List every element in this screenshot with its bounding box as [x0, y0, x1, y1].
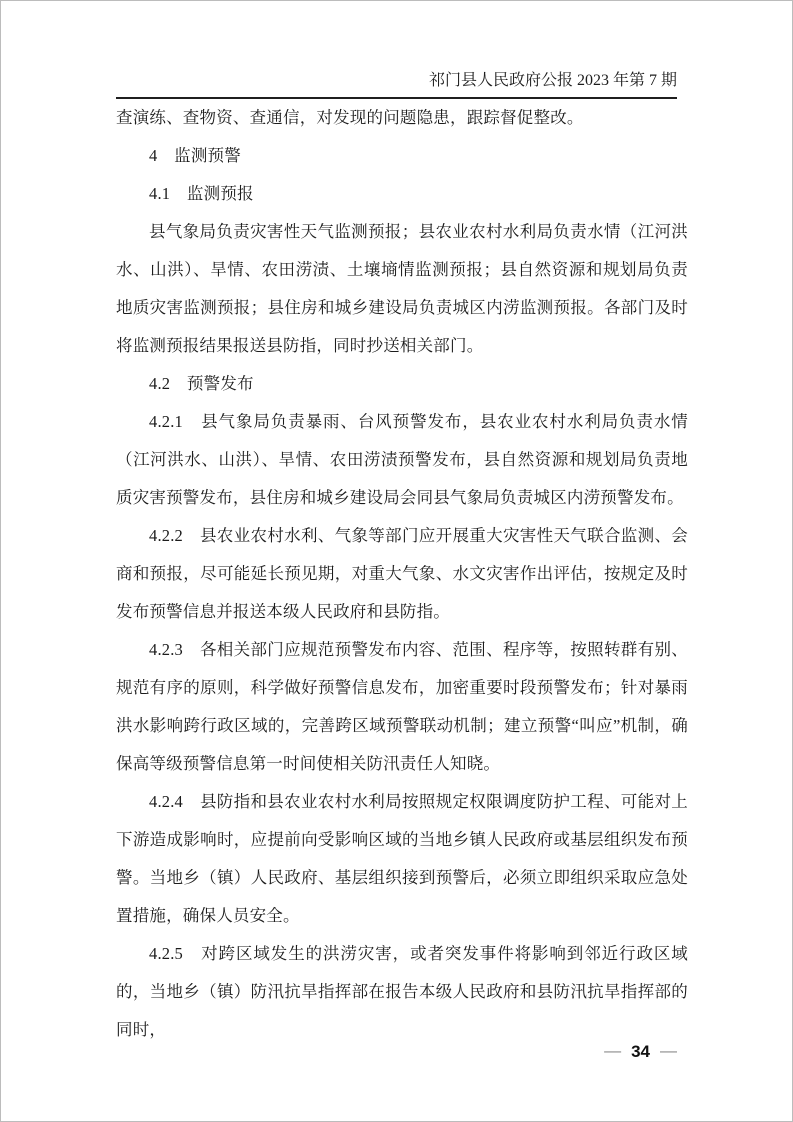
paragraph: 查演练、查物资、查通信，对发现的问题隐患，跟踪督促整改。	[116, 108, 584, 127]
footer-left-dash: —	[604, 1041, 622, 1060]
paragraph: 4 监测预警	[149, 146, 241, 165]
paragraph: 4.2 预警发布	[149, 374, 254, 393]
paragraph: 4.2.4 县防指和县农业农村水利局按照规定权限调度防护工程、可能对上下游造成影响时，应提前向受影响区域的当地乡镇人民政府或基层组织发布预警。当地乡（镇）人民政府、基层组织接到预警后，必须立即组织采取应急处置措施，确保人员安全。	[116, 792, 688, 925]
paragraph: 4.2.5 对跨区域发生的洪涝灾害，或者突发事件将影响到邻近行政区域的，当地乡（镇）防汛抗旱指挥部在报告本级人民政府和县防汛抗旱指挥部的同时，	[116, 944, 688, 1039]
document-body	[116, 99, 688, 1049]
paragraph: 4.2.3 各相关部门应规范预警发布内容、范围、程序等，按照转群有别、规范有序的原则，科学做好预警信息发布，加密重要时段预警发布；针对暴雨洪水影响跨行政区域的，完善跨区域预警联动机制；建立预警“叫应”机制，确保高等级预警信息第一时间使相关防汛责任人知晓。	[116, 640, 688, 773]
page-header	[116, 71, 677, 99]
paragraph: 4.1 监测预报	[149, 184, 254, 203]
page-number: 34	[631, 1042, 650, 1061]
paragraph: 4.2.1 县气象局负责暴雨、台风预警发布，县农业农村水利局负责水情（江河洪水、山洪）、旱情、农田涝渍预警发布，县自然资源和规划局负责地质灾害预警发布，县住房和城乡建设局会同县气象局负责城区内涝预警发布。	[116, 412, 688, 507]
gazette-title: 祁门县人民政府公报 2023 年第 7 期	[428, 72, 677, 89]
page-footer	[1, 1039, 677, 1065]
footer-right-dash: —	[660, 1041, 677, 1060]
paragraph: 县气象局负责灾害性天气监测预报；县农业农村水利局负责水情（江河洪水、山洪）、旱情、农田涝渍、土壤墒情监测预报；县自然资源和规划局负责地质灾害监测预报；县住房和城乡建设局负责城区内涝监测预报。各部门及时将监测预报结果报送县防指，同时抄送相关部门。	[116, 222, 688, 355]
paragraph: 4.2.2 县农业农村水利、气象等部门应开展重大灾害性天气联合监测、会商和预报，尽可能延长预见期，对重大气象、水文灾害作出评估，按规定及时发布预警信息并报送本级人民政府和县防指。	[116, 526, 688, 621]
